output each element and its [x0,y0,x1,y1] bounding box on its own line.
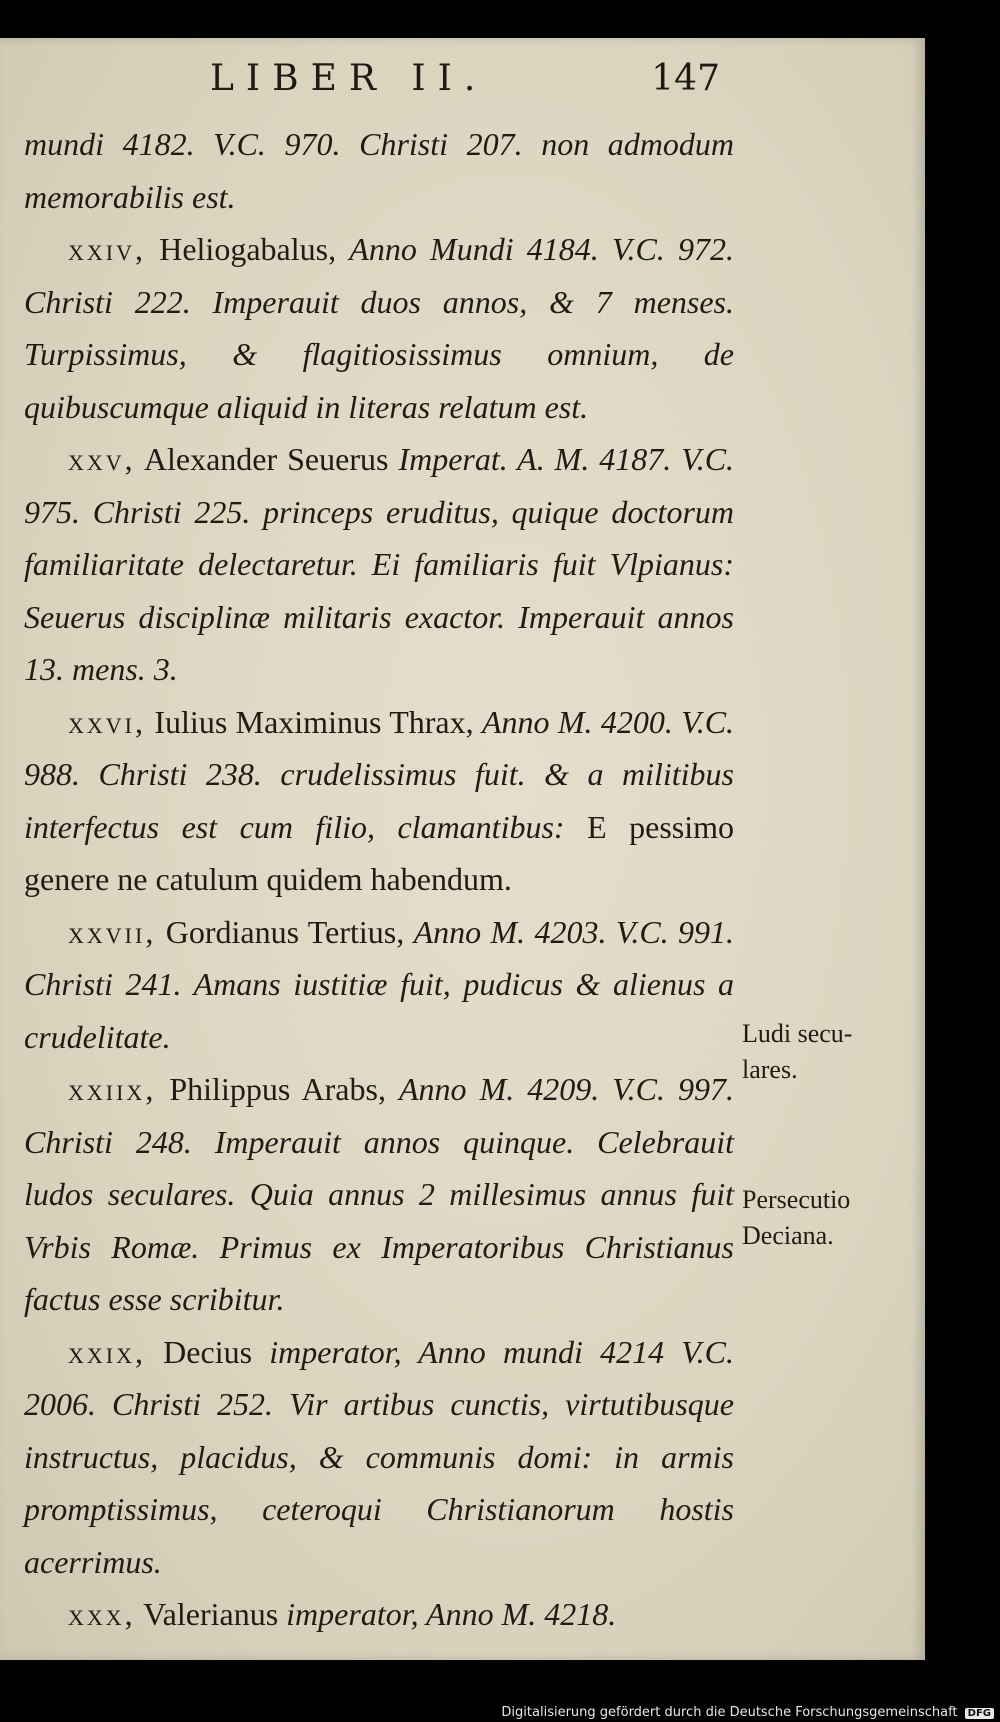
emperor-name: Valerianus [143,1596,279,1632]
running-title: LIBER II. [210,58,488,99]
entry-decius [24,1326,734,1589]
emperor-name: Iulius Maximinus Thrax, [154,703,474,740]
book-page [0,38,925,1660]
marginal-note-line: lares. [742,1055,798,1084]
credit-text: Digitalisierung gefördert durch die Deutsche Forschungsgemeinschaft [501,1705,958,1720]
digitization-credit [501,1705,994,1720]
emperor-name: Alexander Seuerus [143,441,389,477]
marginal-note-line: Deciana. [742,1221,834,1250]
page-header [210,58,720,110]
marginal-note-ludi [742,1016,922,1088]
entry-philippus-arabs [24,1063,734,1326]
entry-number: xxv, [68,441,136,477]
entry-text: mundi 4182. V.C. 970. Christi 207. non admodum memorabilis est. [24,126,734,215]
entry-heliogabalus [24,223,734,433]
entry-alexander-severus [24,433,734,696]
quoted-saying: E pessimo genere ne catulum quidem habendum. [24,808,735,897]
entry-number: xxx, [68,1596,136,1632]
marginal-note-persecutio [742,1182,922,1254]
entry-text: Imperat. A. M. 4187. V.C. 975. Christi 225. princeps eruditus, quique doctorum familiaritate delectaretur. Ei familiaris fuit Vlpianus: Seuerus disciplinæ militaris exactor. Imperauit annos 13. mens. 3. [24,441,735,687]
entry-text: Anno Mundi 4184. V.C. 972. Christi 222. Imperauit duos annos, & 7 menses. Turpissimus, & flagitiosissimus omnium, de quibuscumque aliquid in literas relatum est. [24,231,735,425]
entry-text: imperator, Anno M. 4218. [286,1596,617,1632]
emperor-name: Heliogabalus, [159,231,337,267]
emperor-name: Decius [163,1333,253,1370]
entry-gordianus-tertius [24,906,734,1064]
entry-text: Anno M. 4203. V.C. 991. Christi 241. Amans iustitiæ fuit, pudicus & alienus a crudelitate. [24,913,735,1055]
dfg-logo: DFG [965,1708,994,1719]
entry-number: xxix, [68,1333,146,1370]
entry-maximinus-thrax [24,696,734,906]
main-text-column [24,118,734,1641]
emperor-name: Philippus Arabs, [169,1071,386,1107]
entry-text: imperator, Anno mundi 4214 V.C. 2006. Christi 252. Vir artibus cunctis, virtutibusque instructus, placidus, & communis domi: in armis promptissimus, ceteroqui Christianorum hostis acerrimus. [24,1333,735,1580]
entry-number: xxvii, [68,913,157,950]
marginal-note-line: Ludi secu- [742,1019,853,1048]
emperor-name: Gordianus Tertius, [165,913,405,950]
entry-continuation [24,118,734,223]
entry-number: xxiix, [68,1071,157,1107]
entry-number: xxvi, [68,703,146,740]
entry-number: xxiv, [68,231,146,267]
marginal-note-line: Persecutio [742,1185,851,1214]
entry-text: Anno M. 4200. V.C. 988. Christi 238. crudelissimus fuit. & a militibus interfectus est cum filio, clamantibus: [24,703,735,845]
page-number: 147 [651,58,720,99]
entry-text: Anno M. 4209. V.C. 997. Christi 248. Imperauit annos quinque. Celebrauit ludos seculares. Quia annus 2 millesimus annus fuit Vrbis Romæ. Primus ex Imperatoribus Christianus factus esse scribitur. [24,1071,735,1317]
entry-valerianus [24,1588,734,1641]
